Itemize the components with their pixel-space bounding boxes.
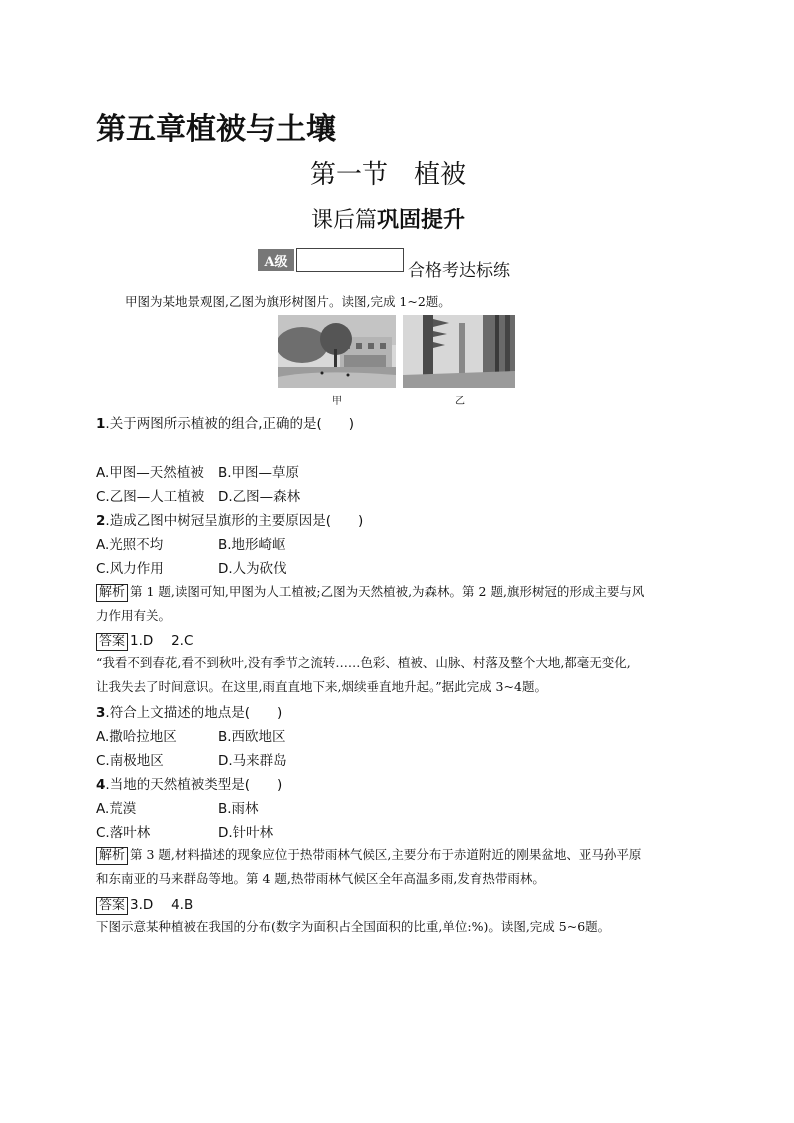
question-2 bbox=[96, 509, 363, 529]
subheading bbox=[311, 203, 465, 234]
q4-option-a: A.荒漠 bbox=[96, 801, 137, 817]
q4-option-d: D.针叶林 bbox=[218, 825, 274, 841]
q3-option-b: B.西欧地区 bbox=[218, 729, 286, 745]
level-badge: A级 bbox=[258, 249, 294, 271]
analysis-2-line2: 和东南亚的马来群岛等地。第 4 题,热带雨林气候区全年高温多雨,发育热带雨林。 bbox=[96, 871, 545, 886]
question-4-stem: .当地的天然植被类型是( ) bbox=[105, 777, 283, 793]
question-1-stem: .关于两图所示植被的组合,正确的是( ) bbox=[105, 416, 355, 432]
q3-option-a: A.撒哈拉地区 bbox=[96, 729, 177, 745]
answer-1-text: 1.D 2.C bbox=[130, 633, 194, 649]
q4-option-c: C.落叶林 bbox=[96, 825, 151, 841]
q1-option-b: B.甲图—草原 bbox=[218, 465, 300, 481]
answer-1 bbox=[96, 629, 193, 651]
q4-option-b: B.雨林 bbox=[218, 801, 259, 817]
q3-option-d: D.马来群岛 bbox=[218, 753, 287, 769]
analysis-1 bbox=[96, 582, 644, 602]
question-4-number: 4 bbox=[96, 777, 106, 793]
question-4 bbox=[96, 773, 282, 793]
section-title: 第一节 植被 bbox=[310, 160, 467, 190]
intro-q1-2: 甲图为某地景观图,乙图为旗形树图片。读图,完成 1~2题。 bbox=[125, 294, 451, 309]
intro-q3-4-line1: “我看不到春花,看不到秋叶,没有季节之流转……色彩、植被、山脉、村落及整个大地,都毫无变化, bbox=[96, 655, 631, 670]
analysis-1-tag: 解析 bbox=[96, 584, 128, 602]
q2-option-d: D.人为砍伐 bbox=[218, 561, 287, 577]
question-1 bbox=[96, 412, 354, 432]
intro-q3-4-line2: 让我失去了时间意识。在这里,雨直直地下来,烟续垂直地升起。”据此完成 3~4题。 bbox=[96, 679, 547, 694]
subheading-bold: 巩固提升 bbox=[377, 208, 466, 233]
chapter-title: 第五章植被与土壤 bbox=[96, 112, 336, 147]
question-3-stem: .符合上文描述的地点是( ) bbox=[105, 705, 283, 721]
photo-jia-image bbox=[278, 315, 396, 388]
intro-q5-6: 下图示意某种植被在我国的分布(数字为面积占全国面积的比重,单位:%)。读图,完成 5~6题。 bbox=[96, 919, 611, 934]
analysis-2 bbox=[96, 845, 641, 865]
question-1-number: 1 bbox=[96, 416, 106, 432]
answer-1-tag: 答案 bbox=[96, 633, 128, 651]
q2-option-b: B.地形崎岖 bbox=[218, 537, 286, 553]
photo-jia bbox=[278, 315, 396, 388]
question-3-number: 3 bbox=[96, 705, 106, 721]
q3-option-c: C.南极地区 bbox=[96, 753, 164, 769]
analysis-1-line2: 力作用有关。 bbox=[96, 608, 172, 623]
level-label: 合格考达标练 bbox=[408, 261, 510, 281]
answer-2-tag: 答案 bbox=[96, 897, 128, 915]
analysis-1-line1: 第 1 题,读图可知,甲图为人工植被;乙图为天然植被,为森林。第 2 题,旗形树冠的形成主要与风 bbox=[130, 584, 645, 599]
level-box bbox=[296, 248, 404, 272]
answer-2-text: 3.D 4.B bbox=[130, 897, 194, 913]
analysis-2-line1: 第 3 题,材料描述的现象应位于热带雨林气候区,主要分布于赤道附近的刚果盆地、亚马孙平原 bbox=[130, 847, 642, 862]
photo-yi-image bbox=[403, 315, 515, 388]
q1-option-c: C.乙图—人工植被 bbox=[96, 489, 205, 505]
question-2-stem: .造成乙图中树冠呈旗形的主要原因是( ) bbox=[105, 513, 364, 529]
q2-option-a: A.光照不均 bbox=[96, 537, 164, 553]
q1-option-d: D.乙图—森林 bbox=[218, 489, 301, 505]
photo-yi bbox=[403, 315, 515, 388]
answer-2 bbox=[96, 893, 193, 915]
question-3 bbox=[96, 701, 282, 721]
q2-option-c: C.风力作用 bbox=[96, 561, 164, 577]
photo-jia-caption: 甲 bbox=[332, 396, 342, 407]
subheading-prefix: 课后篇 bbox=[311, 208, 378, 233]
photo-yi-caption: 乙 bbox=[455, 396, 465, 407]
analysis-2-tag: 解析 bbox=[96, 847, 128, 865]
q1-option-a: A.甲图—天然植被 bbox=[96, 465, 204, 481]
question-2-number: 2 bbox=[96, 513, 106, 529]
